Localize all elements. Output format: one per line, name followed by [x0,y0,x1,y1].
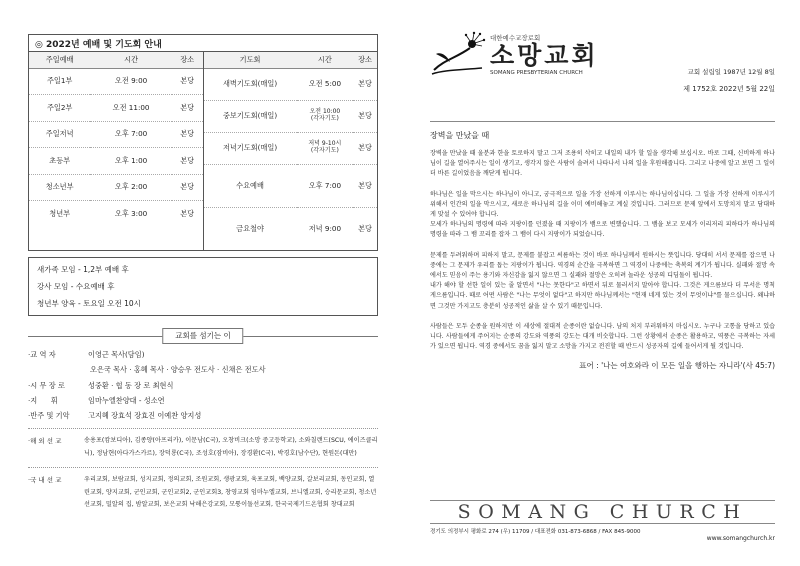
table-row [29,174,203,201]
sermon-body [430,149,775,352]
table-row [204,164,378,207]
sunday-worship-table [29,52,203,250]
service-time: 오후 7:00 [90,121,171,148]
staff-names: 고지혜 장효석 장효진 이예찬 양지성 [88,411,202,420]
staff-title: 교회를 섬기는 이 [162,328,243,344]
brand-wordmark: SOMANG CHURCH [430,500,775,524]
table-row [29,201,203,228]
right-panel [430,30,775,542]
prayer-place: 본당 [353,132,377,164]
col-header: 시간 [90,52,171,68]
schedule-grid [28,52,378,251]
service-name: 주일저녁 [29,121,90,148]
issue-meta [683,64,775,98]
service-place: 본당 [172,95,203,122]
prayer-place: 본당 [353,100,377,132]
footer [430,500,775,542]
service-name: 주일2부 [29,95,90,122]
section-separator [28,467,378,468]
service-place: 본당 [172,148,203,175]
staff-row [28,350,378,360]
prayer-time: 오전 5:00 [297,68,354,100]
left-panel [28,34,378,512]
prayer-name: 새벽기도회(매일) [204,68,297,100]
service-place: 본당 [172,68,203,95]
missions-list: 송용포(캄보디아), 김종양(아프리카), 이문남(C국), 오창비크(소망 중고등학교), 소와칠랜드(SCU, 에이즈클리닉), 정남현(아다가스카르), 장덕룡(C국), 조성호(잠비아), 장경환(C국), 박경호(남수단), 현원돈(대만) [84,437,378,457]
staff-role: ·지 휘 [28,396,58,405]
staff-row [28,396,378,406]
prayer-time-main: 오전 10:00 [309,108,341,116]
service-name: 청소년부 [29,174,90,201]
schedule-title [28,34,378,52]
table-row [29,121,203,148]
sermon-paragraph: 장벽을 만났을 때 울분과 한을 토로하지 말고 그저 조용히 삭히고 내일의 내가 할 일을 생각해 보십시오. 바로 그때, 신비하게 하나님이 길을 열어주시는 일이 생기고, 생각지 않은 사람이 솔려서 나타나서 나의 일을 후원해줍니다. 그리고 나중에 알고 보면 그 일이 더 바른 길이었음을 깨닫게 됩니다. [430,150,775,178]
service-time: 오후 2:00 [90,174,171,201]
sermon-paragraph: 하나님은 일을 막으시는 하나님이 아니고, 궁극적으로 일을 가장 선하게 이루시는 하나님이십니다. 그 일을 가장 선하게 이루시기 위해서 인간의 일을 막으시고, 새로운 하나님의 길을 이미 예비해놓고 계실 것입니다. 그러므로 문제 앞에서 도망치지 말고 담대하게 맞설 수 있어야 합니다. 모세가 하나님의 명령에 따라 지팡이를 던졌을 때 지팡이가 뱀으로 변했습니다. 그 뱀을 보고 모세가 이리저리 피하다가 하나님의 명령을 따라 그 뱀 꼬리를 잡자 그 뱀이 다시 지팡이가 되었습니다. [430,190,775,239]
section-separator [28,428,378,429]
staff-role: ·교 역 자 [28,350,56,359]
col-header: 주일예배 [29,52,90,68]
service-place: 본당 [172,121,203,148]
prayer-name: 저녁기도회(매일) [204,132,297,164]
table-row [29,148,203,175]
dandelion-logo-icon [430,30,488,78]
service-time: 오전 9:00 [90,68,171,95]
table-row [204,207,378,250]
staff-list [28,350,378,421]
prayer-name: 수요예배 [204,164,297,207]
sermon-column [430,130,775,371]
table-row [204,68,378,100]
table-row [29,68,203,95]
church-name-en: SOMANG PRESBYTERIAN CHURCH [490,70,583,76]
service-name: 주일1부 [29,68,90,95]
sermon-title: 장벽을 만났을 때 [430,131,490,140]
missions-label: ·해 외 선 교 [28,437,62,445]
founded-date: 교회 설립일 1987년 12월 8일 [687,68,775,76]
prayer-place: 본당 [353,164,377,207]
service-place: 본당 [172,174,203,201]
prayer-time [297,100,354,132]
prayer-time-note: (각자기도) [310,147,339,154]
prayer-meeting-table [203,52,378,250]
table-row [29,95,203,122]
staff-role: ·시 무 장 로 [28,381,65,390]
col-header: 장소 [172,52,203,68]
staff-row [28,381,378,391]
service-name: 청년부 [49,209,71,218]
meetings-box [28,257,378,316]
staff-names: 임마누엘찬양대 - 성소연 [88,396,165,405]
table-row [204,100,378,132]
overseas-missions [28,435,378,460]
church-name: 소망교회 [490,41,599,70]
service-time: 오전 11:00 [90,95,171,122]
issue-number: 제 1752호 2022년 5월 22일 [683,85,775,93]
missions-list: 우리교회, 보람교회, 성지교회, 정의교회, 조원교회, 생광교회, 육포교회, 백양교회, 갈보리교회, 동인교회, 열린교회, 양지교회, 군인교회, 군인교회2, 군인교회3, 창영교회 임마누엘교회, 브니엘교회, 승리문교회, 청소년선교회, 밀알의 집, 밤알교회, 보은교회 낙해은강교회, 모퉁이돌선교회, 한국국제기드온협회 창대교회 [84,476,377,508]
prayer-time [297,132,354,164]
prayer-place: 본당 [358,223,372,233]
col-header: 기도회 [204,52,297,68]
staff-row: 오은국 목사 · 홍혜 목사 · 양승우 전도사 · 신채은 전도사 [90,365,266,374]
prayer-time: 저녁 9:00 [308,223,342,233]
service-name: 초등부 [29,148,90,175]
service-time: 오후 3:00 [114,209,148,218]
sermon-paragraph: 사람들은 모두 순종을 원하지만 이 세상에 절대적 순종이란 없습니다. 남의 처지 부러워하지 마십시오. 누구나 고통을 당하고 있습니다. 사람들에게 주어지는 순종의 강도와 역풍의 강도는 대개 비슷합니다. 그런 상황에서 순종은 활용하고, 역풍은 극복하는 자세가 있으면 됩니다. 역경 중에서도 꿈을 잃지 말고 소망을 가지고 전진할 때 반드시 성공자의 길에 들어서게 될 것입니다. [430,322,775,351]
missions-label: ·국 내 선 교 [28,476,62,484]
meeting-item: 강사 모임 - 수요예배 후 [37,282,115,291]
staff-names: 이영근 목사(담임) [88,350,145,359]
prayer-time-note: (각자기도) [310,115,339,122]
sermon-paragraph: 문제를 두려워하며 피하지 말고, 문제를 붙잡고 씨름하는 것이 바로 하나님께서 원하시는 뜻입니다. 당대히 서서 문제를 잡으면 나중에는 그 문제가 우리를 돕는 지팡이가 됩니다. 역경의 순간을 극복하면 그 역경이 나중에는 축복의 계기가 됩니다. 실패와 절망 속에서도 믿음이 주는 용기와 자신감을 잃지 않으면 그 실패와 절망은 오히려 놀라운 성공의 디딤돌이 됩니다. 내가 해야 할 선한 일이 있는 줄 알면서 "나는 못한다"고 하면서 뒤로 물러서지 말아야 합니다. 그것은 게으름보다 더 무서운 명칙 게으름입니다. 때로 어떤 사람은 "나는 무엇이 없다"고 하지만 하나님께서는 "현재 네게 있는 것이 무엇이냐"를 물으십니다. 왜냐하면 그것만 가지고도 충분히 성공적인 삶을 살 수 있기 때문입니다. [430,251,775,310]
domestic-missions [28,474,378,512]
website-link[interactable]: www.somangchurch.kr [706,535,775,542]
col-header: 시간 [297,52,354,68]
staff-names: 성중환 · 협 동 장 로 최현식 [88,381,174,390]
service-time: 오후 1:00 [90,148,171,175]
col-header: 장소 [353,52,377,68]
prayer-time-main: 저녁 9-10시 [308,140,342,148]
denomination: 대한예수교장로회 [490,34,541,42]
prayer-name: 금요철야 [236,223,264,233]
church-address: 경기도 의정부시 평화로 274 (우) 11709 / 대표전화 031-873-6868 / FAX 845-9000 [430,529,641,535]
prayer-place: 본당 [353,68,377,100]
staff-row [28,411,378,421]
staff-divider [28,328,378,344]
prayer-name: 중보기도회(매일) [204,100,297,132]
header-rule [430,121,775,122]
meeting-item: 청년부 양육 - 토요일 오전 10시 [37,299,141,308]
schedule-title-text: ◎ 2022년 예배 및 기도회 안내 [35,39,162,50]
logo-text [490,33,599,76]
meeting-item: 새가족 모임 - 1,2부 예배 후 [37,265,129,274]
staff-role: ·반주 및 기악 [28,411,70,420]
service-place: 본당 [180,209,195,218]
prayer-time: 오후 7:00 [297,164,354,207]
motto: 표어 : '나는 여호와라 이 모든 일을 행하는 자니라'(사 45:7) [579,361,775,371]
table-row [204,132,378,164]
